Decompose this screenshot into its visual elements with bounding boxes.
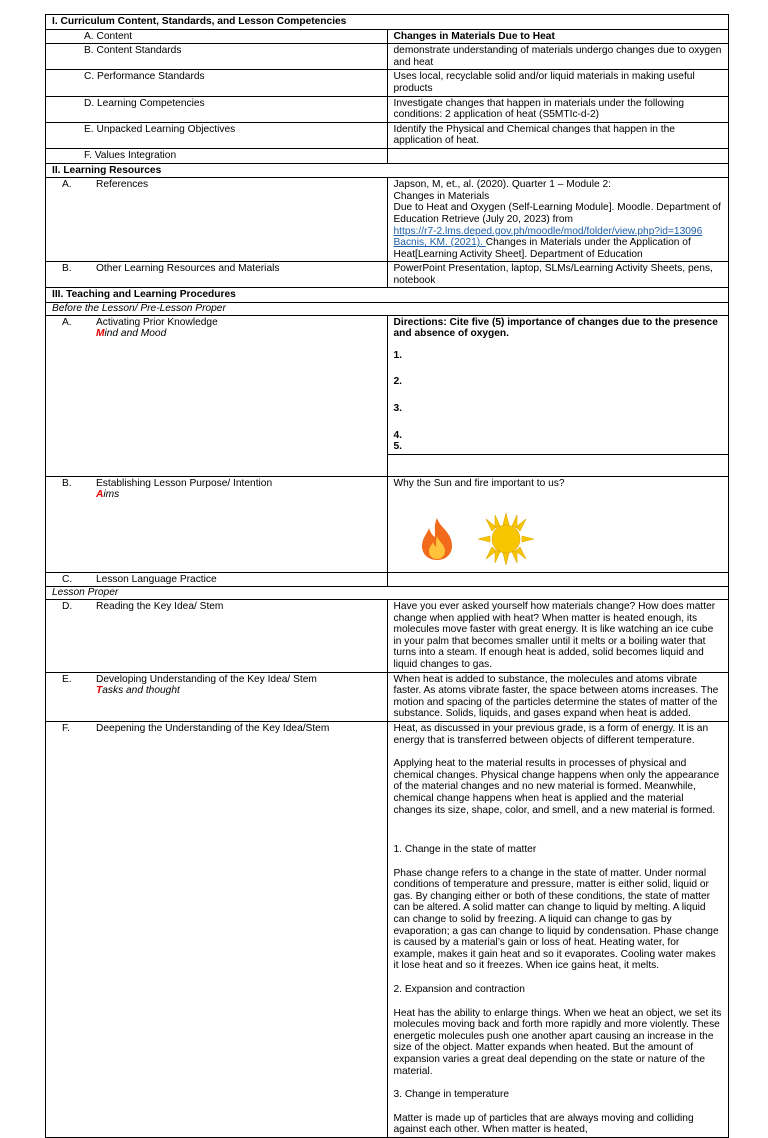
fire-icon (416, 516, 458, 562)
performance-row (46, 70, 729, 96)
other-resources-row: B. Other Learning Resources and Materials PowerPoint Presentation, laptop, SLMs/Learning Activity Sheets, pens, notebook (46, 262, 729, 288)
values-value (387, 148, 729, 163)
subsection-row (46, 303, 729, 316)
paragraph: Heat, as discussed in your previous grade, is a form of energy. It is an energy that is transferred between objects of different temperature. (393, 722, 709, 746)
section-heading: II. Learning Resources (46, 163, 729, 178)
reference-link[interactable]: Bacnis, KM. (2021). (393, 237, 486, 249)
standards-row (46, 44, 729, 70)
reading-value: Have you ever asked yourself how materials change? How does matter change when applied with heat? When matter is heated enough, its molecules move faster with great energy. It is like watching an ice cube in your palm that becomes smaller until it melts or a boiling water that turns into a steam. If enough heat is added, solid becomes liquid and liquid changes to gas. (387, 600, 729, 673)
reading-row: D. Reading the Key Idea/ Stem Have you ever asked yourself how materials change? How does matter change when applied with heat? When matter is heated enough, its molecules move faster with great energy. It is like watching an ice cube in your palm that becomes smaller until it melts or a boiling water that turns into a steam. If enough heat is added, solid becomes liquid and liquid changes to gas. (46, 600, 729, 673)
section-row (46, 163, 729, 178)
answer-item: 4. (393, 429, 402, 441)
purpose-row: B. Establishing Lesson Purpose/ Intention Aims Why the Sun and fire important to us? (46, 476, 729, 572)
subsection-heading: Before the Lesson/ Pre-Lesson Proper (46, 303, 729, 316)
lesson-plan-document (45, 14, 729, 1138)
row-label: C. Performance Standards (84, 71, 205, 83)
paragraph: Matter is made up of particles that are always moving and colliding against each other. When matter is heated, (393, 1112, 694, 1136)
row-label: D. Learning Competencies (84, 97, 205, 109)
sun-icon (478, 513, 534, 565)
row-label: Lesson Language Practice (96, 573, 217, 585)
unpacked-value: Identify the Physical and Chemical changes that happen in the application of heat. (387, 122, 729, 148)
paragraph: Heat has the ability to enlarge things. When we heat an object, we set its molecules moving back and forth more rapidly and more violently. These energetic molecules push one another apart causing an increase in the size of the object. Matter expands when heated. But the amount of expansion varies a great deal depending on the state or nature of the material. (393, 1007, 722, 1077)
activating-row: A. Activating Prior Knowledge Mind and Mood Directions: Cite five (5) importance of changes due to the presence and absence of oxygen. 1. 2. 3. 4. 5. (46, 315, 729, 454)
paragraph: Applying heat to the material results in processes of physical and chemical changes. Physical change happens when only the appearance of the material changes and no new material is formed. Meanwhile, chemical change happens when heat is applied and the material changes its size, shape, color, and smell, and a new material is formed. (393, 758, 720, 816)
blank-cell (387, 454, 729, 476)
row-label: Deepening the Understanding of the Key Idea/Stem (96, 722, 330, 734)
language-value (387, 572, 729, 587)
standards-value: demonstrate understanding of materials undergo changes due to oxygen and heat (387, 44, 729, 70)
values-row (46, 148, 729, 163)
deepening-row: F. Deepening the Understanding of the Key Idea/Stem Heat, as discussed in your previous grade, is a form of energy. It is an energy that is transferred between objects of different temperature. Applying heat to the material results in processes of physical and chemical changes. Physical change happens when only the appearance of the material changes and no new material is formed. Meanwhile, chemical change happens when heat is applied and the material changes its size, shape, color, and smell, and a new material is formed. 1. Change in the state of matter Phase change refers to a change in the state of matter. Under normal conditions of temperature and pressure, matter is either solid, liquid or gas. By changing either or both of these conditions, the state of matter can be altered. A solid matter can change to liquid by melting. A liquid can change to solid by freezing. A liquid can change to gas by evaporation; a gas can change to liquid by condensation. Phase change is caused by a material’s gain or loss of heat. Heating water, for example, makes it gain heat and so it evaporates. Cooling water makes it lose heat and so it freezes. When ice gains heat, it melts. 2. Expansion and contraction Heat has the ability to enlarge things. When we heat an object, we set its molecules moving back and forth more rapidly and more violently. These energetic molecules push one another apart causing an increase in the size of the object. Matter expands when heated. But the amount of expansion varies a great deal depending on the state or nature of the material. 3. Change in temperature Matter is made up of particles that are always moving and colliding against each other. When matter is heated, (46, 721, 729, 1137)
lesson-plan-table (45, 14, 729, 1138)
subheading: 2. Expansion and contraction (393, 984, 525, 996)
row-label: A. Content (84, 30, 133, 42)
row-label: E. Unpacked Learning Objectives (84, 123, 236, 135)
activating-value (387, 315, 729, 454)
answer-item: 1. (393, 349, 402, 361)
developing-value: When heat is added to substance, the molecules and atoms vibrate faster. As atoms vibrate faster, the space between atoms increases. The motion and spacing of the particles determine the states of matter of the substance. Solids, liquids, and gases expand when heat is added. (387, 672, 729, 721)
row-label: Other Learning Resources and Materials (96, 263, 280, 275)
content-value: Changes in Materials Due to Heat (387, 29, 729, 44)
content-row (46, 29, 729, 44)
references-value: Japson, M, et., al. (2020). Quarter 1 – Module 2: Changes in Materials Due to Heat and Oxygen (Self-Learning Module]. Moodle. Department of Education Retrieve (July 20, 2023) from https://r7-2.lms.deped.gov.ph/moodle/mod/folder/view.php?id=13096 Bacnis, KM. (2021). Changes in Materials under the Application of Heat[Learning Activity Sheet]. Department of Education (387, 178, 729, 262)
row-label: Developing Understanding of the Key Idea/ Stem (96, 673, 317, 685)
section-row (46, 15, 729, 30)
subsection-row (46, 587, 729, 600)
competencies-value: Investigate changes that happen in materials under the following conditions: 2 application of heat (S5MTIc-d-2) (387, 96, 729, 122)
question-text: Why the Sun and fire important to us? (393, 477, 565, 489)
language-row: C. Lesson Language Practice (46, 572, 729, 587)
purpose-value (387, 476, 729, 572)
row-label: Reading the Key Idea/ Stem (96, 601, 224, 612)
answer-item: 5. (393, 441, 402, 453)
answer-item: 2. (393, 376, 402, 388)
competencies-row (46, 96, 729, 122)
subheading: 1. Change in the state of matter (393, 844, 537, 856)
other-resources-value: PowerPoint Presentation, laptop, SLMs/Learning Activity Sheets, pens, notebook (387, 262, 729, 288)
deepening-value (387, 721, 729, 1137)
section-heading: I. Curriculum Content, Standards, and Lesson Competencies (46, 15, 729, 30)
directions-text: Directions: Cite five (5) importance of changes due to the presence and absence of oxygen. (393, 316, 718, 340)
section-heading: III. Teaching and Learning Procedures (46, 288, 729, 303)
subheading: 3. Change in temperature (393, 1089, 510, 1101)
section-row (46, 288, 729, 303)
row-label: Establishing Lesson Purpose/ Intention (96, 477, 273, 489)
subsection-heading: Lesson Proper (46, 587, 729, 600)
developing-row: E. Developing Understanding of the Key Idea/ Stem Tasks and thought When heat is added to substance, the molecules and atoms vibrate faster. As atoms vibrate faster, the space between atoms increases. The motion and spacing of the particles determine the states of matter of the substance. Solids, liquids, and gases expand when heat is added. (46, 672, 729, 721)
row-label: Activating Prior Knowledge (96, 316, 218, 328)
row-label: B. Content Standards (84, 45, 182, 57)
references-row: A. References Japson, M, et., al. (2020). Quarter 1 – Module 2: Changes in Materials Due to Heat and Oxygen (Self-Learning Module]. Moodle. Department of Education Retrieve (July 20, 2023) from https://r7-2.lms.deped.gov.ph/moodle/mod/folder/view.php?id=13096 Bacnis, KM. (2021). Changes in Materials under the Application of Heat[Learning Activity Sheet]. Department of Education (46, 178, 729, 262)
unpacked-row (46, 122, 729, 148)
answer-item: 3. (393, 403, 402, 415)
reference-link[interactable]: https://r7-2.lms.deped.gov.ph/moodle/mod/folder/view.php?id=13096 (393, 225, 703, 237)
performance-value: Uses local, recyclable solid and/or liquid materials in making useful products (387, 70, 729, 96)
row-label: F. Values Integration (84, 149, 177, 161)
row-label: References (96, 179, 149, 191)
paragraph: Phase change refers to a change in the state of matter. Under normal conditions of temperature and pressure, matter is either solid, liquid or gas. By changing either or both of these conditions, the state of matter can be altered. A solid matter can change to liquid by melting. A liquid can change to solid by freezing. A liquid can change to gas by evaporation; a gas can change to liquid by condensation. Phase change is caused by a material’s gain or loss of heat. Heating water, for example, makes it gain heat and so it evaporates. Cooling water makes it lose heat and so it freezes. When ice gains heat, it melts. (393, 867, 719, 972)
